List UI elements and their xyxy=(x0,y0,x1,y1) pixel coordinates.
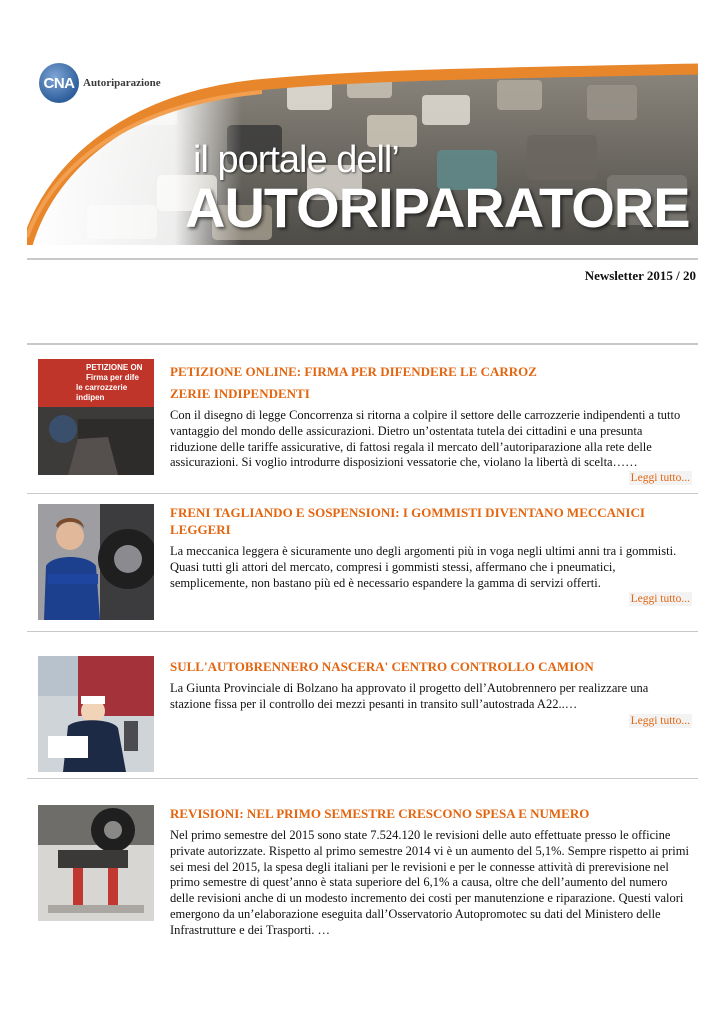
article-title[interactable]: REVISIONI: NEL PRIMO SEMESTRE CRESCONO SPESA E NUMERO xyxy=(170,806,590,821)
divider xyxy=(27,258,698,260)
thumb-caption: Firma per dife xyxy=(86,373,139,382)
article-item xyxy=(27,779,698,979)
article-thumbnail xyxy=(38,359,154,475)
banner-title-line2: AUTORIPARATORE xyxy=(185,176,690,239)
article-summary: Nel primo semestre del 2015 sono state 7.524.120 le revisioni delle auto effettuate presso le officine private autorizzate. Rispetto al primo semestre 2014 vi è un aumento del 5,1%. Sempre rispetto ai primi sei mesi del 2015, la spesa degli italiani per le revisioni e per le connesse attività di prerevisione nel primo semestre di quest’anno è stata superiore del 6,1% a causa, oltre che dell’aumento del numero delle revisioni anche di un modesto incremento dei costi per manutenzione e riparazione. Questi valori emergono da un’elaborazione eseguita dall’Osservatorio Autopromotec su dati del Ministero delle Infrastrutture e dei Trasporti. … xyxy=(170,828,689,937)
thumb-caption: PETIZIONE ON xyxy=(86,363,143,372)
article-title[interactable]: SULL'AUTOBRENNERO NASCERA' CENTRO CONTROLLO CAMION xyxy=(170,659,594,674)
thumb-caption: le carrozzerie indipen xyxy=(76,383,128,402)
article-content xyxy=(170,805,692,939)
article-summary: La meccanica leggera è sicuramente uno degli argomenti più in voga negli ultimi anni tra i gommisti. Quasi tutti gli attori del mercato, compresi i gommisti stessi, affermano che i pneumatici, semplicemente, non bastano più ed è necessario espandere la gamma di servizi offerti. xyxy=(170,544,677,590)
newsletter-issue: Newsletter 2015 / 20 xyxy=(584,268,696,283)
article-title-continued[interactable]: ZERIE INDIPENDENTI xyxy=(170,386,310,401)
article-summary: La Giunta Provinciale di Bolzano ha approvato il progetto dell’Autobrennero per realizzare una stazione fissa per il controllo dei mezzi pesanti in transito sull’autostrada A22..… xyxy=(170,681,649,711)
article-content xyxy=(170,658,692,713)
read-more-link[interactable]: Leggi tutto... xyxy=(630,593,690,605)
read-more-link[interactable]: Leggi tutto... xyxy=(630,472,690,484)
read-more-link[interactable]: Leggi tutto... xyxy=(630,715,690,727)
article-title[interactable]: PETIZIONE ONLINE: FIRMA PER DIFENDERE LE CARROZ xyxy=(170,364,537,379)
cna-logo xyxy=(39,63,161,103)
logo-text: Autoriparazione xyxy=(83,77,161,89)
article-item xyxy=(27,494,698,632)
article-thumbnail xyxy=(38,656,154,772)
article-item xyxy=(27,345,698,493)
article-title[interactable]: FRENI TAGLIANDO E SOSPENSIONI: I GOMMISTI DIVENTANO MECCANICI LEGGERI xyxy=(170,505,645,537)
article-content xyxy=(170,363,692,471)
article-thumbnail xyxy=(38,805,154,921)
banner-title-line1: il portale dell’ xyxy=(193,139,399,181)
article-summary: Con il disegno di legge Concorrenza si ritorna a colpire il settore delle carrozzerie indipendenti a tutto vantaggio del mondo delle assicurazioni. Dietro un’ostentata tutela dei cittadini e una presunta riduzione delle tariffe assicurative, di fattosi regala il mercato dell’autoriparazione alla rete delle assicurazioni. Si voglio introdurre disposizioni vessatorie che, violano la libertà di scelta…… xyxy=(170,408,681,470)
article-item xyxy=(27,632,698,778)
logo-mark: CNA xyxy=(39,63,79,103)
article-thumbnail xyxy=(38,504,154,620)
article-content xyxy=(170,504,692,591)
header-banner xyxy=(27,55,698,245)
